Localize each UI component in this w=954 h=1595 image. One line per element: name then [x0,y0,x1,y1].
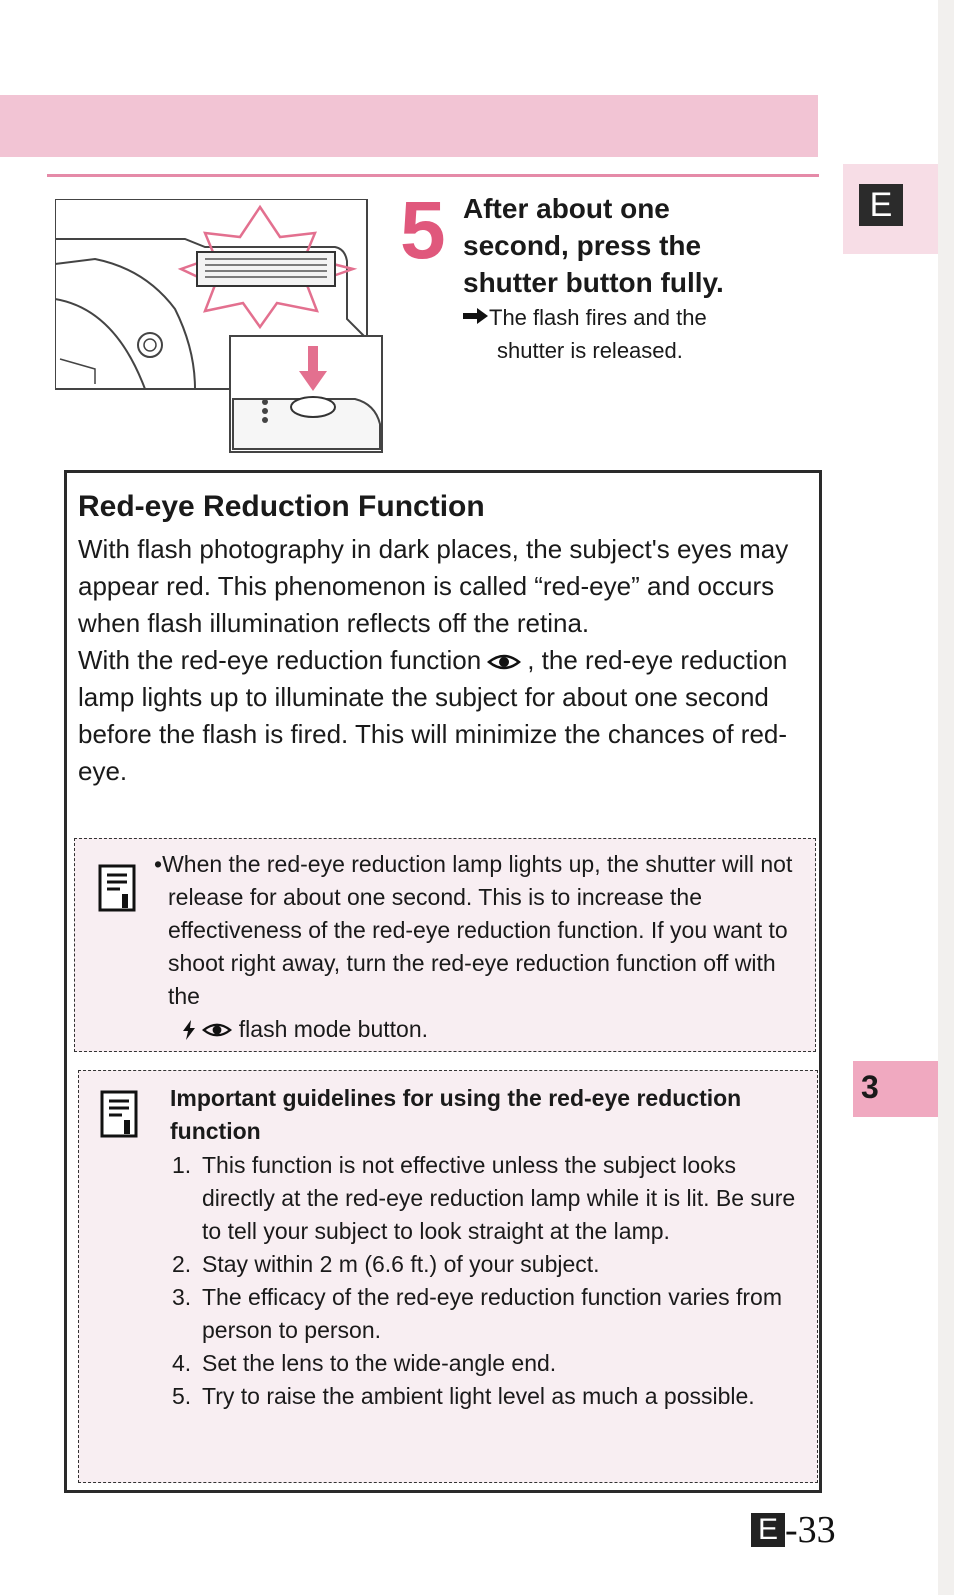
arrow-right-icon [463,301,489,334]
list-item [172,1380,802,1413]
list-item-number: 1. [172,1152,192,1178]
page-edge [938,0,954,1595]
page-number-suffix: -33 [785,1509,836,1551]
list-item [172,1281,802,1347]
flash-mode-line [168,1013,808,1046]
language-tab-letter: E [859,184,903,226]
redeye-para-1: With flash photography in dark places, the subject's eyes may appear red. This phenomenon is called “red-eye” and occurs when flash illumination reflects off the retina. [78,534,789,638]
memo-note-1-text: •When the red-eye reduction lamp lights up, the shutter will not release for about one second. This is to increase the effectiveness of the red-eye reduction function. If you want to shoot right away, turn the red-eye reduction function off with the flash mode button. [168,848,808,1046]
step-heading-line-2: second, press the [463,230,702,261]
camera-illustration [55,199,390,455]
redeye-title: Red-eye Reduction Function [78,490,485,523]
list-item [172,1347,802,1380]
redeye-para-2 [78,642,808,790]
language-tab [843,164,938,254]
step-result-line-1: The flash fires and the [489,305,707,330]
chapter-tab-number: 3 [861,1069,879,1105]
list-item-number: 5. [172,1383,192,1409]
eye-icon [487,652,521,672]
list-item-text: Set the lens to the wide-angle end. [202,1350,557,1376]
redeye-para-2-start: With the red-eye reduction function [78,645,482,675]
page-number [751,1508,836,1552]
step-heading [463,190,813,301]
guidelines-list [172,1149,802,1413]
guidelines-title: Important guidelines for using the red-eye reduction function [170,1085,742,1144]
chapter-tab [853,1061,938,1117]
list-item-number: 3. [172,1284,192,1310]
list-item [172,1149,802,1248]
list-item-text: This function is not effective unless the subject looks directly at the red-eye reduction lamp while it is lit. Be sure to tell your subject to look straight at the lamp. [202,1152,796,1244]
step-result-line-2: shutter is released. [497,338,683,363]
memo-icon [100,1090,138,1138]
step-number: 5 [400,185,446,276]
list-item-text: Stay within 2 m (6.6 ft.) of your subject. [202,1251,600,1277]
step-heading-line-1: After about one [463,193,670,224]
redeye-para-2-end: , the red-eye reduction lamp lights up to illuminate the subject for about one second before the flash is fired. This will minimize the chances of red-eye. [78,645,788,786]
redeye-description [78,531,808,790]
memo-icon [98,864,136,912]
list-item-text: Try to raise the ambient light level as much a possible. [202,1383,755,1409]
list-item-number: 4. [172,1350,192,1376]
step-heading-line-3: shutter button fully. [463,267,724,298]
flash-mode-button-text: flash mode button. [238,1016,429,1042]
step-result [463,301,803,367]
lightning-icon [182,1020,196,1040]
list-item [172,1248,802,1281]
header-band [0,95,818,157]
eye-icon [202,1021,232,1039]
page-number-prefix: E [751,1513,785,1547]
memo-note-1-body: When the red-eye reduction lamp lights up, the shutter will not release for about one second. This is to increase the effectiveness of the red-eye reduction function. If you want to shoot right away, turn the red-eye reduction function off with the [162,851,793,1009]
list-item-text: The efficacy of the red-eye reduction function varies from person to person. [202,1284,782,1343]
header-rule [47,174,819,177]
list-item-number: 2. [172,1251,192,1277]
